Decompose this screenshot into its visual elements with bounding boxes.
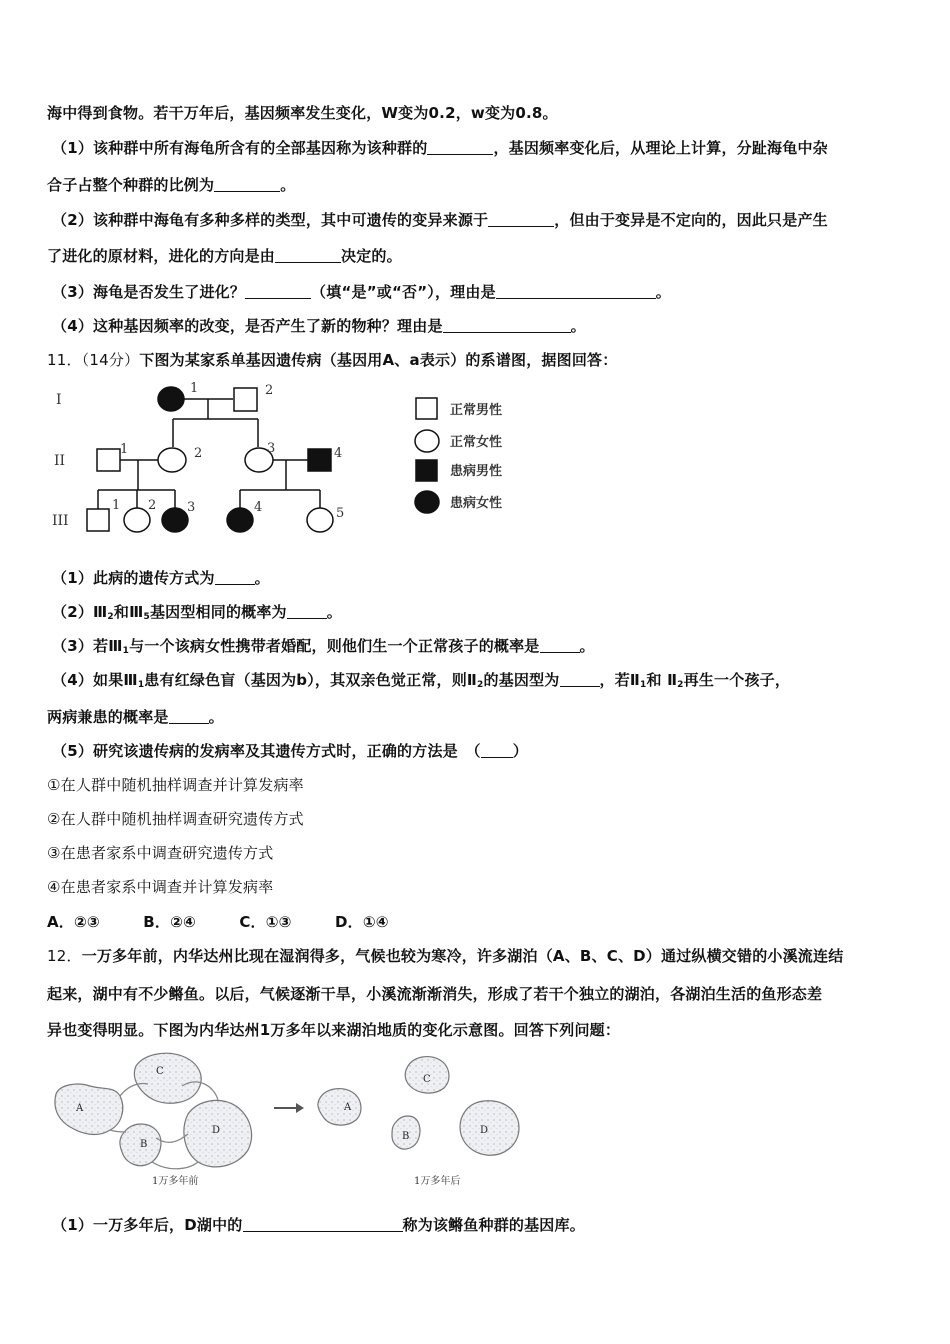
pedigree-id: 1	[190, 381, 199, 396]
q10-intro: 海中得到食物。若干万年后，基因频率发生变化，W变为0.2，w变为0.8。	[47, 104, 558, 122]
gen-label: II	[54, 453, 66, 469]
answer-blank[interactable]	[540, 637, 580, 653]
legend-label: 患病男性	[450, 464, 503, 479]
option-1: ①在人群中随机抽样调查并计算发病率	[47, 776, 304, 794]
choice-a[interactable]: A．②③	[47, 913, 100, 931]
q11-part4: （4）如果$Ⅲ_1$患有红绿色盲（基因为b），其双亲色觉正常，则$Ⅱ_2$的基因型为 ，若$Ⅱ_1$和 $Ⅱ_2$再生一个孩子，	[52, 671, 791, 690]
legend-label: 患病女性	[450, 496, 503, 511]
pedigree-id: 1	[120, 442, 129, 457]
q10-part4: （4）这种基因频率的改变，是否产生了新的物种？理由是 。	[52, 317, 586, 335]
pedigree-I2-normal-male	[234, 388, 257, 411]
pedigree-id: 2	[148, 498, 157, 513]
answer-blank[interactable]	[275, 247, 341, 263]
answer-blank[interactable]	[496, 283, 656, 299]
pedigree-id: 2	[194, 446, 203, 461]
lake-label: A	[76, 1103, 84, 1114]
pedigree-legend	[415, 398, 439, 513]
answer-blank[interactable]	[443, 317, 571, 333]
choices	[47, 911, 389, 932]
q11-part5: （5）研究该遗传病的发病率及其遗传方式时，正确的方法是 （ ）	[52, 742, 528, 760]
lake-label: C	[156, 1066, 164, 1077]
lake-c-before	[134, 1053, 201, 1103]
pedigree-III3-affected-female	[162, 508, 188, 532]
q10-part3: （3）海龟是否发生了进化？ （填“是”或“否”），理由是 。	[52, 283, 671, 301]
option-2: ②在人群中随机抽样调查研究遗传方式	[47, 810, 304, 828]
q11-stem: 11．（14分）下图为某家系单基因遗传病（基因用A、a表示）的系谱图，据图回答：	[47, 351, 618, 369]
gen-label: III	[52, 513, 69, 529]
pedigree-III5-normal-female	[307, 508, 333, 532]
pedigree-chart	[40, 375, 540, 545]
answer-blank[interactable]	[287, 603, 327, 619]
choice-b[interactable]: B．②④	[143, 913, 196, 931]
pedigree-II4-affected-male	[308, 449, 331, 471]
answer-blank[interactable]	[560, 671, 600, 687]
pedigree-id: 4	[334, 446, 343, 461]
q11-part3: （3）若$Ⅲ_1$与一个该病女性携带者婚配，则他们生一个正常孩子的概率是 。	[52, 637, 595, 656]
choice-c[interactable]: C．①③	[239, 913, 292, 931]
legend-label: 正常男性	[450, 403, 503, 418]
answer-blank[interactable]	[214, 176, 280, 192]
lake-d-after	[460, 1101, 519, 1156]
q10-part1-cont: 合子占整个种群的比例为 。	[47, 176, 296, 194]
answer-blank[interactable]	[427, 139, 493, 155]
q10-part1: （1）该种群中所有海龟所含有的全部基因称为该种群的 ，基因频率变化后，从理论上计算，分趾海龟中杂	[52, 139, 828, 157]
answer-blank[interactable]	[488, 211, 554, 227]
pedigree-id: 3	[187, 500, 196, 515]
pedigree-id: 1	[112, 498, 121, 513]
answer-blank[interactable]	[481, 742, 513, 758]
lake-a-before	[55, 1084, 123, 1134]
pedigree-id: 3	[267, 441, 276, 456]
pedigree-III2-normal-female	[124, 508, 150, 532]
q12-stem-2: 起来，湖中有不少鳉鱼。以后，气候逐渐干旱，小溪流渐渐消失，形成了若干个独立的湖泊，各湖泊生活的鱼形态差	[47, 985, 823, 1003]
lake-label: D	[480, 1125, 489, 1136]
q10-part2-cont: 了进化的原材料，进化的方向是由 决定的。	[47, 247, 402, 265]
lake-label: B	[402, 1131, 410, 1142]
lake-label: B	[140, 1139, 148, 1150]
gen-label: I	[56, 392, 62, 408]
pedigree-id: 2	[265, 383, 274, 398]
pedigree-III4-affected-female	[227, 508, 253, 532]
lake-label: C	[423, 1074, 431, 1085]
choice-d[interactable]: D．①④	[334, 913, 389, 931]
lake-a-after	[318, 1089, 361, 1125]
pedigree-II1-normal-male	[97, 449, 120, 471]
option-3: ③在患者家系中调查研究遗传方式	[47, 844, 274, 862]
q11-part4-cont: 两病兼患的概率是 。	[47, 708, 224, 726]
answer-blank[interactable]	[169, 708, 209, 724]
answer-blank[interactable]	[245, 283, 311, 299]
q12-stem-3: 异也变得明显。下图为内华达州1万多年以来湖泊地质的变化示意图。回答下列问题：	[47, 1021, 621, 1039]
caption-after: 1万多年后	[414, 1176, 461, 1187]
pedigree-II2-normal-female	[158, 448, 186, 472]
caption-before: 1万多年前	[152, 1176, 199, 1187]
pedigree-id: 4	[254, 500, 263, 515]
q12-part1: （1）一万多年后，D湖中的 称为该鳉鱼种群的基因库。	[52, 1216, 585, 1234]
pedigree-I1-affected-female	[158, 387, 184, 411]
q12-stem-1: 12．一万多年前，内华达州比现在湿润得多，气候也较为寒冷，许多湖泊（A、B、C、D）通过纵横交错的小溪流连结	[47, 947, 844, 965]
answer-blank[interactable]	[215, 569, 255, 585]
lake-label: D	[212, 1125, 221, 1136]
pedigree-id: 5	[336, 506, 345, 521]
answer-blank[interactable]	[243, 1216, 403, 1232]
arrow-icon	[274, 1103, 304, 1113]
option-4: ④在患者家系中调查并计算发病率	[47, 878, 274, 896]
legend-label: 正常女性	[450, 435, 503, 450]
lake-label: A	[344, 1102, 352, 1113]
q10-part2: （2）该种群中海龟有多种多样的类型，其中可遗传的变异来源于 ，但由于变异是不定向的，因此只是产生	[52, 211, 828, 229]
q11-part1: （1）此病的遗传方式为 。	[52, 569, 270, 587]
lake-change-diagram	[48, 1046, 548, 1196]
pedigree-III1-normal-male	[87, 509, 109, 531]
q11-part2: $(2)Ⅲ_2$和$Ⅲ_5$基因型相同的概率为 。	[52, 603, 342, 622]
